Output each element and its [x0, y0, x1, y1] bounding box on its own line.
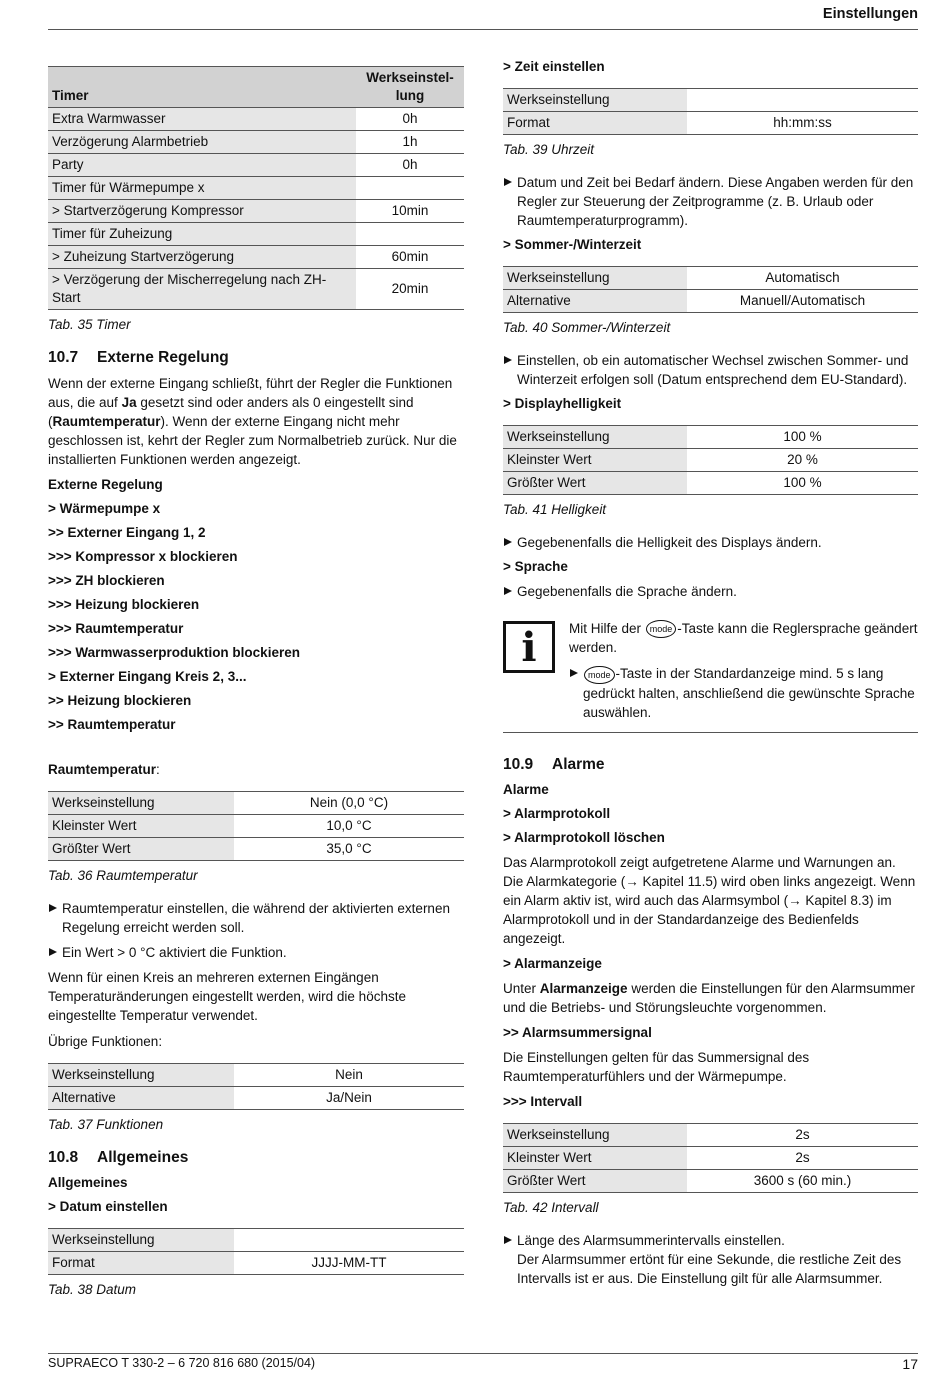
menu-path: > Displayhelligkeit — [503, 396, 622, 411]
menu-path: >>> Raumtemperatur — [48, 621, 184, 636]
helligkeit-table — [503, 425, 918, 495]
table-row — [48, 1229, 464, 1252]
cell: 10min — [356, 200, 464, 223]
instruction-step: Einstellen, ob ein automatischer Wechsel zwischen Sommer- und Winterzeit erfolgen soll (Datum entsprechend dem EU-Standard). — [503, 351, 918, 389]
raumtemperatur-table — [48, 791, 464, 861]
table-row — [503, 472, 918, 495]
cell: Werkseinstellung — [48, 1064, 234, 1087]
instruction-step: Gegebenenfalls die Helligkeit des Displays ändern. — [503, 533, 918, 552]
section-heading-10-8: 10.8 Allgemeines — [48, 1149, 189, 1166]
cell: hh:mm:ss — [687, 112, 918, 135]
table-row — [48, 154, 464, 177]
menu-path: > Alarmanzeige — [503, 955, 602, 971]
cell: Kleinster Wert — [503, 1146, 687, 1169]
info-note-text — [569, 619, 918, 722]
cell — [356, 177, 464, 200]
uhrzeit-table — [503, 88, 918, 135]
cell: Größter Wert — [503, 1169, 687, 1192]
instruction-step: Länge des Alarmsummerintervalls einstellen. Der Alarmsummer ertönt für eine Sekunde, die restliche Zeit des Intervalls ist er aus. Die Einstellung gilt für alle Alarmsummer. — [503, 1231, 918, 1288]
cell: 10,0 °C — [234, 815, 464, 838]
mode-key-icon: mode — [646, 620, 677, 638]
menu-path: >>> Intervall — [503, 1093, 583, 1109]
cell: 3600 s (60 min.) — [687, 1169, 918, 1192]
cell — [234, 1229, 464, 1252]
instruction-step: Gegebenenfalls die Sprache ändern. — [503, 582, 918, 601]
paragraph: Wenn für einen Kreis an mehreren externen Eingängen Temperaturänderungen eingestellt werden, wird die höchste eingestellte Temperatur verwendet. — [48, 970, 406, 1023]
paragraph: Wenn der externe Eingang schließt, führt der Regler die Funktionen aus, die auf Ja gesetzt sind oder anders als 0 eingestellt sind (Raumtemperatur). Wenn der externe Eingang nicht mehr geschlossen ist, kehrt der Regler zum Normalbetrieb zurück. Nur die installierten Funktionen werden angezeigt. — [48, 376, 457, 467]
cell: Format — [503, 112, 687, 135]
page-number: 17 — [902, 1356, 918, 1372]
table-row — [48, 815, 464, 838]
table-row — [503, 290, 918, 313]
table-row — [503, 1146, 918, 1169]
footer-rule — [48, 1353, 918, 1354]
cell: Timer für Zuheizung — [48, 223, 356, 246]
menu-path: > Datum einstellen — [48, 1199, 168, 1214]
table-caption: Tab. 36 Raumtemperatur — [48, 868, 198, 883]
info-note — [503, 613, 918, 733]
table-row — [48, 108, 464, 131]
table-row — [48, 1252, 464, 1275]
cell — [687, 89, 918, 112]
section-heading-10-9: 10.9 Alarme — [503, 755, 605, 773]
table-row — [48, 1087, 464, 1110]
table-caption: Tab. 41 Helligkeit — [503, 502, 607, 517]
paragraph: Mit Hilfe der mode -Taste kann die Reglersprache geändert werden. — [569, 621, 918, 656]
instruction-step: mode -Taste in der Standardanzeige mind. 5 s lang gedrückt halten, anschließend die gewünschte Sprache auswählen. — [569, 664, 918, 721]
menu-path: > Alarmprotokoll löschen — [503, 829, 665, 845]
table-row — [48, 1064, 464, 1087]
table-caption: Tab. 37 Funktionen — [48, 1117, 164, 1132]
menu-path: >> Alarmsummersignal — [503, 1024, 652, 1040]
cell: Ja/Nein — [234, 1087, 464, 1110]
menu-path: > Wärmepumpe x — [48, 501, 161, 516]
table-row — [48, 269, 464, 310]
table-row — [503, 426, 918, 449]
cell: 0h — [356, 108, 464, 131]
menu-path: > Alarmprotokoll — [503, 805, 611, 821]
cell: Werkseinstellung — [48, 792, 234, 815]
table-row — [48, 223, 464, 246]
cell: Format — [48, 1252, 234, 1275]
menu-path: > Externer Eingang Kreis 2, 3... — [48, 669, 247, 684]
cell: > Zuheizung Startverzögerung — [48, 246, 356, 269]
menu-path: >> Heizung blockieren — [48, 693, 192, 708]
cell: 20 % — [687, 449, 918, 472]
menu-path-list — [48, 476, 464, 734]
cell: 35,0 °C — [234, 838, 464, 861]
cell: Werkseinstellung — [503, 1123, 687, 1146]
paragraph: Das Alarmprotokoll zeigt aufgetretene Alarme und Warnungen an. Die Alarmkategorie (→ Kapitel 11.5) wird oben links angezeigt. Wenn ein Alarm aktiv ist, wird auch das Alarmsymbol (→ Kapitel 8.3) im Alarmprotokoll und in der Standardanzeige des Bedienfelds angezeigt. — [503, 854, 916, 946]
instruction-step: Datum und Zeit bei Bedarf ändern. Diese Angaben werden für den Regler zur Steuerung der Zeitprogramme (z. B. Urlaub oder Raumtemperaturprogramm). — [503, 173, 918, 230]
cell: Timer für Wärmepumpe x — [48, 177, 356, 200]
table-caption: Tab. 39 Uhrzeit — [503, 142, 595, 157]
cell: > Startverzögerung Kompressor — [48, 200, 356, 223]
cell: Werkseinstellung — [503, 267, 687, 290]
cell: 2s — [687, 1146, 918, 1169]
table-row — [48, 177, 464, 200]
cell: Alternative — [48, 1087, 234, 1110]
menu-path: >> Externer Eingang 1, 2 — [48, 525, 206, 540]
table-row — [503, 89, 918, 112]
right-column — [503, 58, 918, 1294]
cell: Werkseinstellung — [503, 89, 687, 112]
table-row — [48, 131, 464, 154]
menu-path: Externe Regelung — [48, 477, 163, 492]
cell — [356, 223, 464, 246]
table-caption: Tab. 38 Datum — [48, 1282, 137, 1297]
table-row — [503, 449, 918, 472]
cell: Kleinster Wert — [48, 815, 234, 838]
cell: Kleinster Wert — [503, 449, 687, 472]
timer-col1-header: Timer — [48, 67, 356, 108]
table-row — [48, 200, 464, 223]
paragraph: Die Einstellungen gelten für das Summersignal des Raumtemperaturfühlers und der Wärmepumpe. — [503, 1049, 810, 1084]
table-row — [503, 1123, 918, 1146]
timer-table — [48, 66, 464, 310]
mode-key-icon: mode — [584, 666, 615, 684]
menu-path: >>> Kompressor x blockieren — [48, 549, 238, 564]
cell: Alternative — [503, 290, 687, 313]
table-caption: Tab. 40 Sommer-/Winterzeit — [503, 320, 671, 335]
table-caption: Tab. 35 Timer — [48, 317, 131, 332]
menu-path: >>> Heizung blockieren — [48, 597, 200, 612]
table-row — [503, 267, 918, 290]
table-caption: Tab. 42 Intervall — [503, 1199, 599, 1215]
datum-table — [48, 1228, 464, 1275]
menu-path: >> Raumtemperatur — [48, 717, 176, 732]
info-icon: i — [503, 621, 555, 673]
menu-path: > Sprache — [503, 559, 568, 574]
table-row — [48, 792, 464, 815]
menu-path: Allgemeines — [48, 1175, 128, 1190]
menu-path: > Sommer-/Winterzeit — [503, 237, 642, 252]
cell: Extra Warmwasser — [48, 108, 356, 131]
intervall-table — [503, 1123, 918, 1193]
left-column — [48, 58, 464, 1313]
instruction-step: Ein Wert > 0 °C aktiviert die Funktion. — [48, 943, 464, 962]
footer-doc-id: SUPRAECO T 330-2 – 6 720 816 680 (2015/04) — [48, 1356, 316, 1370]
cell: Größter Wert — [503, 472, 687, 495]
cell: Werkseinstellung — [503, 426, 687, 449]
header-rule — [48, 29, 918, 30]
cell: Party — [48, 154, 356, 177]
cell: 1h — [356, 131, 464, 154]
cell: Manuell/Automatisch — [687, 290, 918, 313]
menu-path: > Zeit einstellen — [503, 59, 605, 74]
cell: Nein — [234, 1064, 464, 1087]
cell: Automatisch — [687, 267, 918, 290]
cell: 60min — [356, 246, 464, 269]
paragraph: Unter Alarmanzeige werden die Einstellungen für den Alarmsummer und die Betriebs- und Störungsleuchte vorgenommen. — [503, 980, 915, 1015]
cell: JJJJ-MM-TT — [234, 1252, 464, 1275]
cell: 2s — [687, 1123, 918, 1146]
raumtemperatur-label: Raumtemperatur: — [48, 762, 160, 777]
menu-path: Alarme — [503, 781, 549, 797]
menu-path: >>> ZH blockieren — [48, 573, 165, 588]
cell: > Verzögerung der Mischerregelung nach ZH-Start — [48, 269, 356, 310]
cell: 20min — [356, 269, 464, 310]
menu-path: >>> Warmwasserproduktion blockieren — [48, 645, 300, 660]
table-row — [48, 838, 464, 861]
timer-col2-header: Werkseinstel- lung — [356, 67, 464, 108]
table-row — [503, 112, 918, 135]
cell: 100 % — [687, 426, 918, 449]
cell: Größter Wert — [48, 838, 234, 861]
funktionen-table — [48, 1063, 464, 1110]
section-heading-10-7: 10.7 Externe Regelung — [48, 349, 229, 366]
sommer-winterzeit-table — [503, 266, 918, 313]
cell: 0h — [356, 154, 464, 177]
table-row — [503, 1169, 918, 1192]
page-header-title: Einstellungen — [822, 6, 918, 22]
paragraph: Übrige Funktionen: — [48, 1034, 163, 1049]
instruction-step: Raumtemperatur einstellen, die während der aktivierten externen Regelung erreicht werden soll. — [48, 899, 464, 937]
cell: Nein (0,0 °C) — [234, 792, 464, 815]
table-row — [48, 246, 464, 269]
cell: 100 % — [687, 472, 918, 495]
cell: Verzögerung Alarmbetrieb — [48, 131, 356, 154]
cell: Werkseinstellung — [48, 1229, 234, 1252]
